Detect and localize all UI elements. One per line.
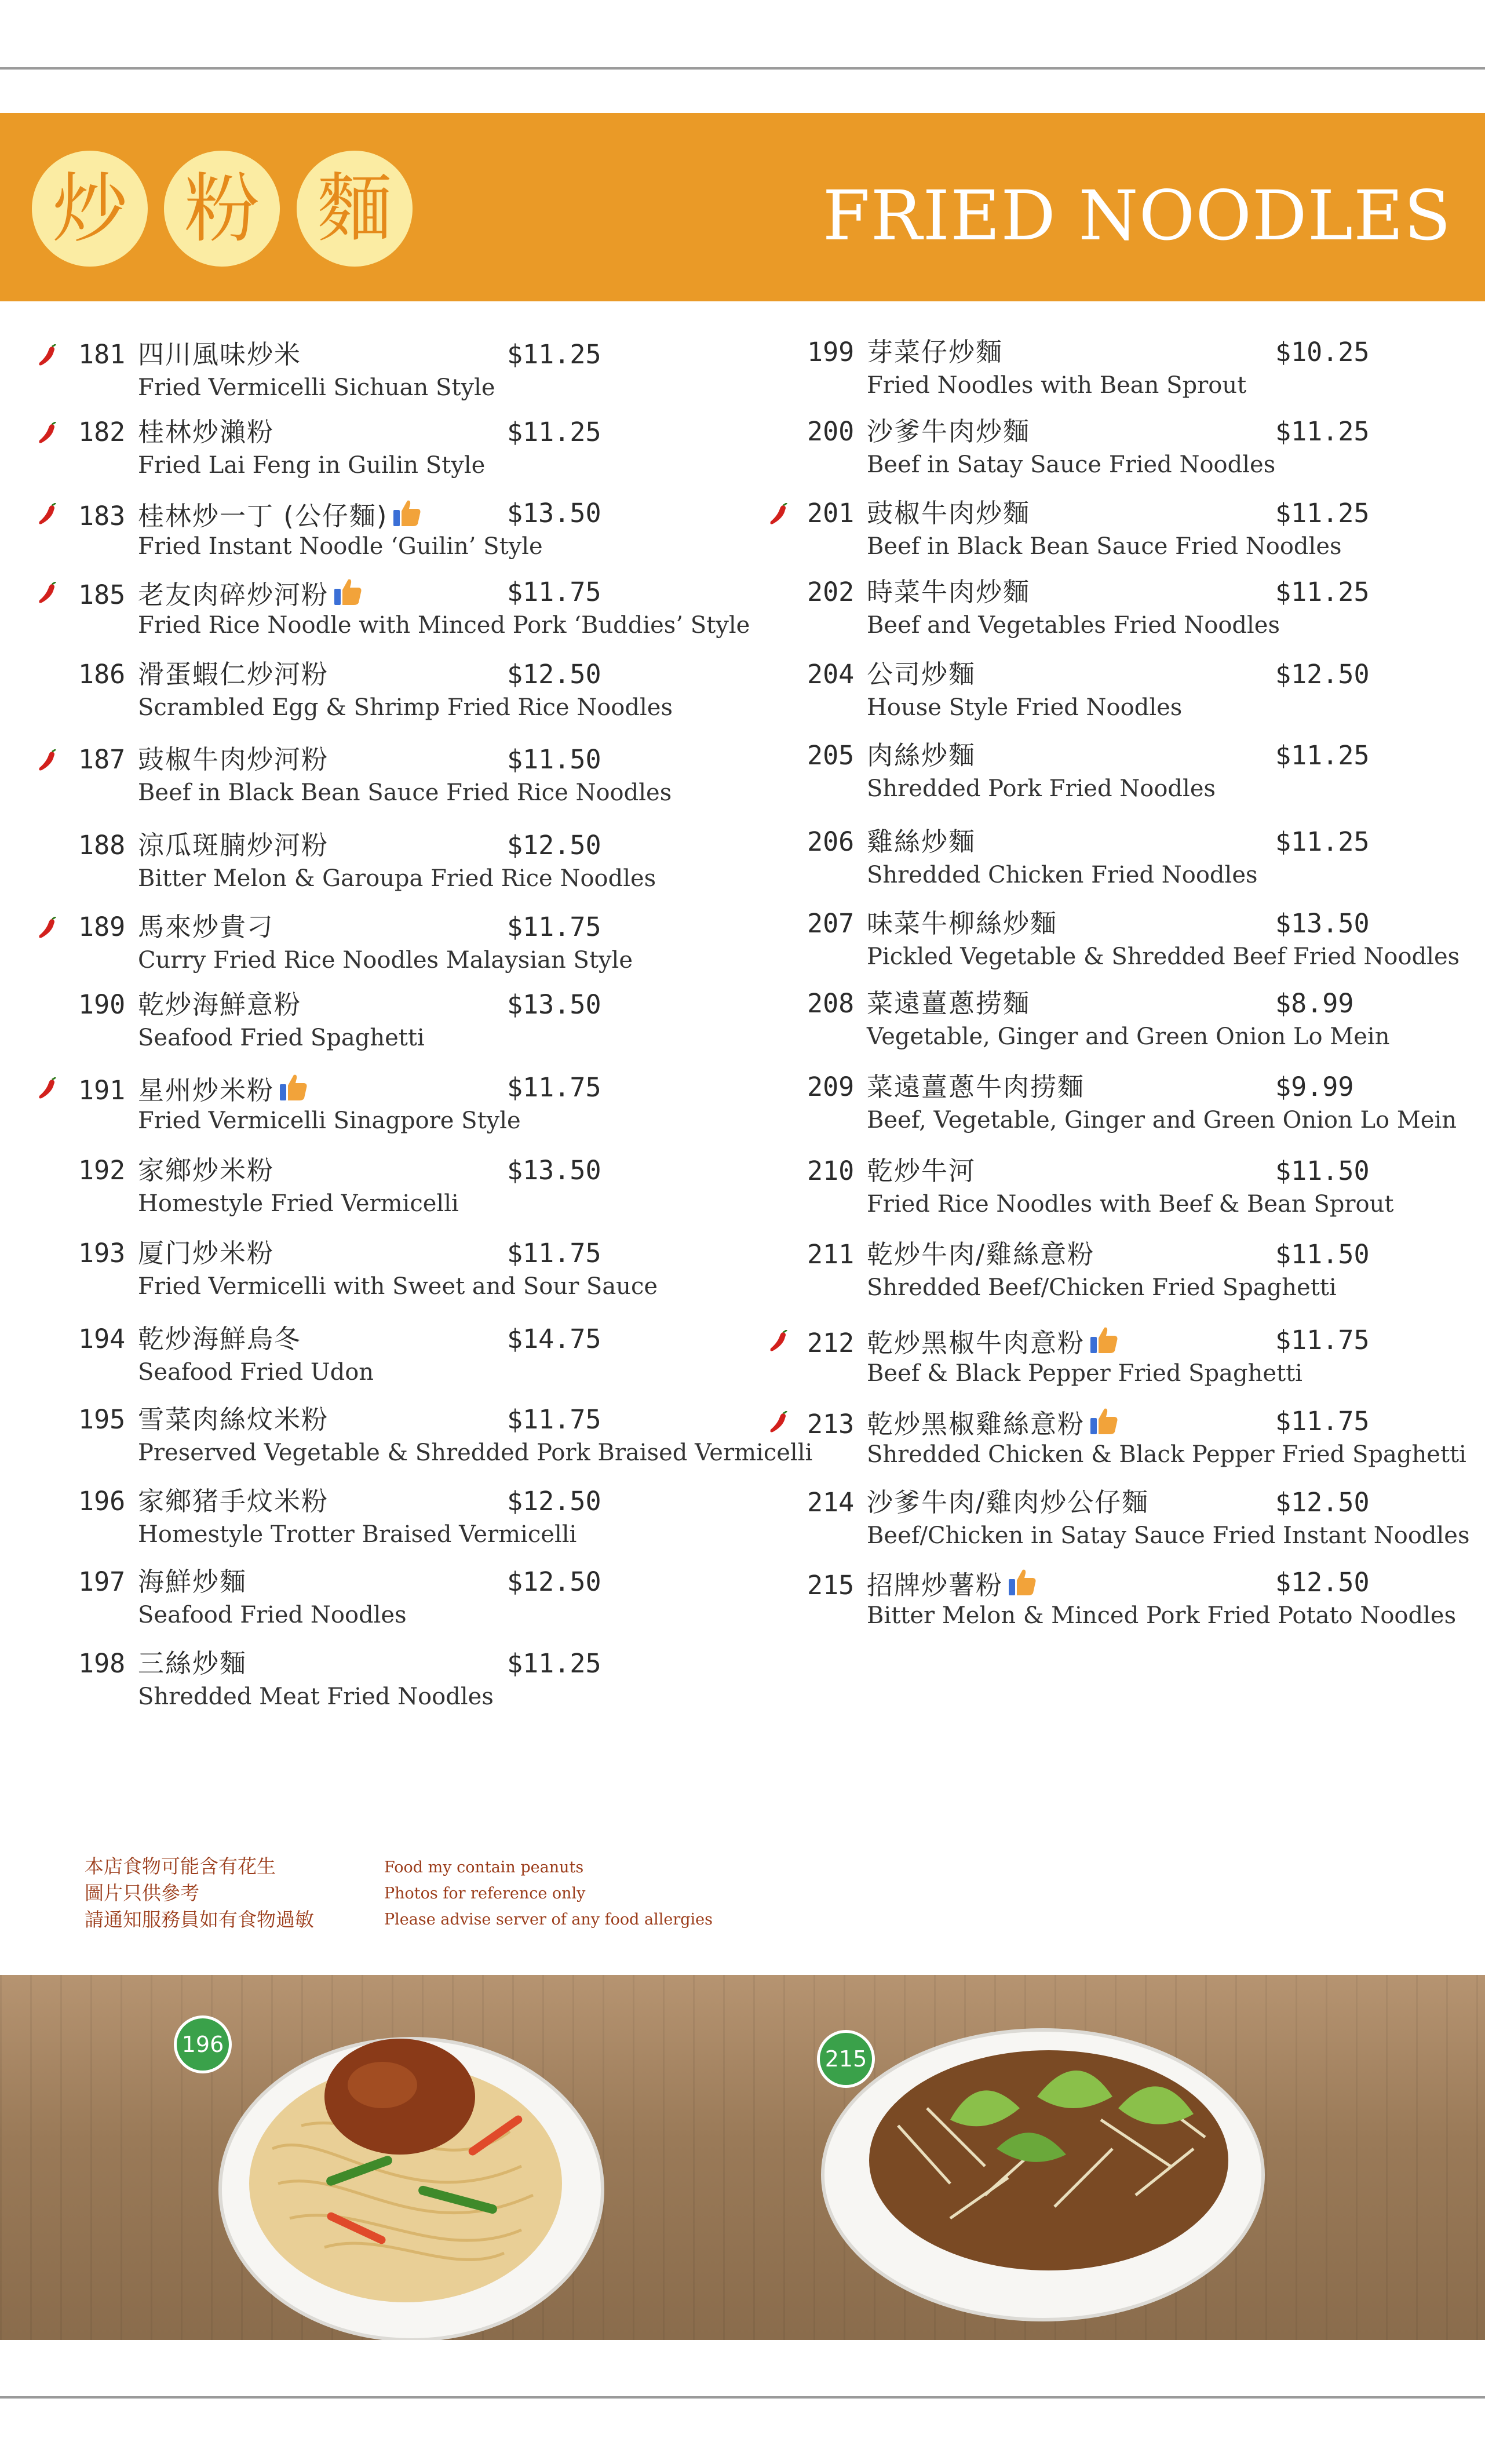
item-price: $13.50 — [507, 989, 601, 1020]
item-price: $11.75 — [507, 1238, 601, 1269]
item-english-name: Beef & Black Pepper Fried Spaghetti — [867, 1360, 1302, 1387]
notice-en-3: Please advise server of any food allergies — [384, 1911, 713, 1929]
chili-pepper-icon — [766, 503, 789, 526]
menu-item — [78, 911, 773, 981]
item-chinese-name: 乾炒牛肉/雞絲意粉 — [867, 1239, 1095, 1270]
item-chinese-name: 四川風味炒米 — [138, 339, 302, 370]
item-english-name: Homestyle Trotter Braised Vermicelli — [138, 1521, 577, 1548]
item-chinese-name: 沙爹牛肉/雞肉炒公仔麵 — [867, 1487, 1150, 1518]
notice-zh-1: 本店食物可能含有花生 — [85, 1855, 276, 1878]
menu-item — [78, 416, 773, 486]
item-chinese-name: 乾炒黑椒雞絲意粉 — [867, 1409, 1085, 1439]
item-chinese-name: 乾炒海鮮意粉 — [138, 989, 302, 1020]
item-number: 206 — [807, 826, 855, 857]
menu-item — [807, 1486, 1485, 1556]
item-english-name: House Style Fried Noodles — [867, 694, 1183, 721]
item-english-name: Beef, Vegetable, Ginger and Green Onion Lo Mein — [867, 1107, 1457, 1133]
item-english-name: Shredded Pork Fried Noodles — [867, 775, 1216, 802]
item-chinese-name: 桂林炒一丁 (公仔麵) — [138, 501, 388, 531]
item-price: $12.50 — [1275, 1487, 1370, 1518]
title-char-circle: 炒 — [32, 151, 148, 267]
item-number: 213 — [807, 1409, 855, 1439]
chili-pepper-icon — [35, 749, 58, 772]
item-price: $11.25 — [1275, 826, 1370, 857]
menu-item-line — [807, 1238, 1094, 1271]
item-number: 191 — [78, 1075, 126, 1106]
menu-item-line — [78, 1566, 247, 1598]
item-chinese-name: 沙爹牛肉炒麵 — [867, 416, 1031, 447]
item-chinese-name: 味菜牛柳絲炒麵 — [867, 908, 1058, 939]
item-chinese-name: 公司炒麵 — [867, 659, 976, 690]
menu-item — [78, 497, 773, 567]
item-price: $14.75 — [507, 1324, 601, 1354]
item-chinese-name: 雞絲炒麵 — [867, 826, 976, 857]
menu-item-line — [78, 416, 274, 449]
menu-item-line — [807, 739, 976, 772]
menu-item-line — [807, 1071, 1085, 1103]
item-price: $11.25 — [1275, 740, 1370, 771]
item-english-name: Fried Noodles with Bean Sprout — [867, 372, 1247, 399]
menu-item — [78, 743, 773, 813]
menu-item-line — [807, 1405, 1119, 1441]
item-number: 193 — [78, 1238, 126, 1269]
item-price: $12.50 — [507, 659, 601, 690]
item-price: $13.50 — [507, 1155, 601, 1186]
item-price: $11.75 — [507, 1072, 601, 1103]
item-number: 181 — [78, 339, 126, 370]
item-price: $11.50 — [1275, 1239, 1370, 1270]
menu-item-line — [78, 743, 329, 776]
menu-item — [807, 1071, 1485, 1140]
item-number: 196 — [78, 1486, 126, 1517]
item-chinese-name: 三絲炒麵 — [138, 1648, 247, 1679]
menu-item-line — [807, 987, 1030, 1020]
item-price: $11.75 — [507, 1404, 601, 1435]
menu-item-line — [807, 826, 976, 858]
menu-item-line — [807, 497, 1030, 530]
item-chinese-name: 乾炒黑椒牛肉意粉 — [867, 1328, 1085, 1358]
item-number: 211 — [807, 1239, 855, 1270]
item-english-name: Beef in Black Bean Sauce Fried Rice Noodles — [138, 779, 672, 806]
thumbs-up-icon — [332, 576, 363, 607]
menu-item — [78, 576, 773, 646]
item-english-name: Shredded Beef/Chicken Fried Spaghetti — [867, 1274, 1337, 1301]
item-chinese-name: 時菜牛肉炒麵 — [867, 577, 1031, 607]
title-char-circle: 粉 — [164, 151, 280, 267]
item-chinese-name: 豉椒牛肉炒河粉 — [138, 744, 329, 775]
item-number: 194 — [78, 1324, 126, 1354]
section-title: FRIED NOODLES — [822, 176, 1451, 256]
item-price: $11.50 — [1275, 1156, 1370, 1186]
item-price: $13.50 — [1275, 908, 1370, 939]
item-number: 183 — [78, 501, 126, 531]
item-number: 192 — [78, 1155, 126, 1186]
item-number: 198 — [78, 1648, 126, 1679]
item-english-name: Seafood Fried Udon — [138, 1359, 374, 1386]
menu-item-line — [78, 1647, 247, 1680]
menu-item — [78, 1154, 773, 1224]
notice-en-2: Photos for reference only — [384, 1885, 586, 1902]
item-english-name: Vegetable, Ginger and Green Onion Lo Mein — [867, 1023, 1390, 1050]
item-number: 185 — [78, 579, 126, 610]
chili-pepper-icon — [766, 1411, 789, 1434]
thumbs-up-icon — [1006, 1566, 1038, 1598]
menu-item — [807, 826, 1485, 895]
menu-item-line — [807, 415, 1030, 448]
menu-item — [807, 1566, 1485, 1636]
item-number: 190 — [78, 989, 126, 1020]
food-photo-band — [0, 1975, 1485, 2340]
menu-item-line — [78, 911, 274, 943]
item-price: $11.75 — [507, 577, 601, 607]
item-number: 214 — [807, 1487, 855, 1518]
menu-item — [807, 1238, 1485, 1308]
item-number: 200 — [807, 416, 855, 447]
item-english-name: Fried Rice Noodles with Beef & Bean Sprout — [867, 1191, 1394, 1218]
bottom-rule — [0, 2396, 1485, 2399]
item-number: 204 — [807, 659, 855, 690]
item-chinese-name: 家鄉猪手炆米粉 — [138, 1486, 329, 1517]
item-number: 197 — [78, 1566, 126, 1597]
menu-item-line — [78, 338, 301, 371]
menu-item — [78, 829, 773, 899]
item-english-name: Fried Vermicelli with Sweet and Sour Sauce — [138, 1273, 658, 1300]
menu-item — [78, 989, 773, 1058]
menu-item-line — [807, 576, 1030, 608]
menu-item — [807, 497, 1485, 567]
item-chinese-name: 家鄉炒米粉 — [138, 1155, 275, 1186]
chili-pepper-icon — [35, 1077, 58, 1100]
item-english-name: Preserved Vegetable & Shredded Pork Braised Vermicelli — [138, 1439, 813, 1466]
item-number: 182 — [78, 417, 126, 447]
menu-item-line — [78, 1323, 301, 1355]
item-number: 187 — [78, 744, 126, 775]
thumbs-up-icon — [391, 497, 422, 528]
item-chinese-name: 豉椒牛肉炒麵 — [867, 498, 1031, 528]
item-english-name: Fried Rice Noodle with Minced Pork ‘Buddies’ Style — [138, 612, 750, 639]
notice-en-1: Food my contain peanuts — [384, 1858, 584, 1876]
item-price: $11.75 — [1275, 1325, 1370, 1355]
item-number: 199 — [807, 337, 855, 367]
item-chinese-name: 菜遠薑蔥捞麵 — [867, 988, 1031, 1019]
item-english-name: Fried Instant Noodle ‘Guilin’ Style — [138, 533, 543, 560]
menu-item-line — [78, 829, 329, 862]
item-price: $12.50 — [507, 1566, 601, 1597]
item-number: 215 — [807, 1570, 855, 1601]
menu-item-line — [807, 336, 1003, 369]
dish-photo-196 — [220, 2039, 603, 2340]
item-english-name: Pickled Vegetable & Shredded Beef Fried Noodles — [867, 943, 1460, 970]
menu-item — [807, 907, 1485, 977]
menu-item — [807, 739, 1485, 809]
item-number: 210 — [807, 1156, 855, 1186]
item-chinese-name: 乾炒海鮮烏冬 — [138, 1324, 302, 1354]
menu-item-line — [807, 1324, 1119, 1359]
menu-item — [78, 1566, 773, 1635]
chili-pepper-icon — [35, 503, 58, 526]
item-english-name: Beef and Vegetables Fried Noodles — [867, 612, 1280, 639]
item-english-name: Bitter Melon & Garoupa Fried Rice Noodles — [138, 865, 656, 892]
item-chinese-name: 乾炒牛河 — [867, 1156, 976, 1186]
photo-badge-215: 215 — [817, 2030, 875, 2088]
item-english-name: Bitter Melon & Minced Pork Fried Potato Noodles — [867, 1602, 1457, 1629]
item-number: 208 — [807, 988, 855, 1019]
section-header — [0, 113, 1485, 301]
menu-item-line — [78, 989, 301, 1021]
item-price: $11.25 — [507, 339, 601, 370]
item-chinese-name: 馬來炒貴刁 — [138, 912, 275, 942]
item-chinese-name: 滑蛋蝦仁炒河粉 — [138, 659, 329, 690]
menu-item-line — [78, 1237, 274, 1270]
menu-item — [807, 576, 1485, 646]
notice-zh-3: 請通知服務員如有食物過敏 — [85, 1908, 314, 1931]
item-price: $10.25 — [1275, 337, 1370, 367]
menu-item — [78, 1323, 773, 1393]
menu-item-line — [807, 1155, 976, 1187]
item-price: $12.50 — [507, 830, 601, 861]
title-char-circle: 麵 — [297, 151, 413, 267]
item-english-name: Seafood Fried Spaghetti — [138, 1025, 425, 1051]
chili-pepper-icon — [35, 344, 58, 367]
chili-pepper-icon — [35, 422, 58, 445]
menu-item — [78, 1071, 773, 1141]
menu-item — [78, 1647, 773, 1717]
menu-item-line — [78, 1154, 274, 1187]
item-price: $8.99 — [1275, 988, 1354, 1019]
thumbs-up-icon — [1088, 1324, 1119, 1355]
item-price: $11.25 — [1275, 416, 1370, 447]
item-number: 188 — [78, 830, 126, 861]
menu-item-line — [78, 1404, 329, 1436]
item-chinese-name: 招牌炒薯粉 — [867, 1570, 1004, 1601]
item-english-name: Seafood Fried Noodles — [138, 1602, 407, 1628]
item-chinese-name: 星州炒米粉 — [138, 1075, 275, 1106]
menu-item — [78, 1404, 813, 1473]
item-number: 209 — [807, 1071, 855, 1102]
item-price: $11.25 — [507, 1648, 601, 1679]
menu-item-line — [78, 1485, 329, 1518]
thumbs-up-icon — [278, 1071, 309, 1103]
menu-item-line — [807, 1566, 1038, 1602]
item-english-name: Beef in Black Bean Sauce Fried Noodles — [867, 533, 1342, 560]
item-chinese-name: 桂林炒瀨粉 — [138, 417, 275, 447]
menu-item — [807, 1155, 1485, 1224]
menu-item — [78, 338, 773, 408]
item-chinese-name: 老友肉碎炒河粉 — [138, 579, 329, 610]
item-english-name: Curry Fried Rice Noodles Malaysian Style — [138, 947, 633, 974]
chili-pepper-icon — [766, 1330, 789, 1353]
item-number: 186 — [78, 659, 126, 690]
chili-pepper-icon — [35, 582, 58, 605]
item-number: 195 — [78, 1404, 126, 1435]
menu-item — [78, 1485, 773, 1555]
thumbs-up-icon — [1088, 1405, 1119, 1437]
item-price: $13.50 — [507, 498, 601, 528]
item-number: 189 — [78, 912, 126, 942]
item-price: $12.50 — [1275, 1567, 1370, 1598]
item-english-name: Fried Lai Feng in Guilin Style — [138, 452, 486, 479]
menu-item-line — [78, 1071, 309, 1107]
item-price: $11.25 — [1275, 498, 1370, 528]
menu-item-line — [78, 658, 329, 691]
item-english-name: Shredded Chicken & Black Pepper Fried Spaghetti — [867, 1441, 1466, 1468]
item-english-name: Homestyle Fried Vermicelli — [138, 1190, 459, 1217]
item-chinese-name: 海鮮炒麵 — [138, 1566, 247, 1597]
item-chinese-name: 芽菜仔炒麵 — [867, 337, 1004, 367]
item-chinese-name: 涼瓜斑腩炒河粉 — [138, 830, 329, 861]
item-english-name: Shredded Chicken Fried Noodles — [867, 862, 1258, 888]
item-price: $11.50 — [507, 744, 601, 775]
menu-item — [807, 1324, 1485, 1394]
item-english-name: Beef/Chicken in Satay Sauce Fried Instant Noodles — [867, 1522, 1470, 1549]
item-price: $11.75 — [507, 912, 601, 942]
item-english-name: Shredded Meat Fried Noodles — [138, 1683, 494, 1710]
item-chinese-name: 雪菜肉絲炆米粉 — [138, 1404, 329, 1435]
chili-pepper-icon — [35, 917, 58, 940]
item-number: 201 — [807, 498, 855, 528]
item-number: 212 — [807, 1328, 855, 1358]
item-price: $11.75 — [1275, 1406, 1370, 1437]
item-chinese-name: 肉絲炒麵 — [867, 740, 976, 771]
dish-photo-215 — [823, 2030, 1263, 2320]
item-price: $9.99 — [1275, 1071, 1354, 1102]
item-price: $12.50 — [507, 1486, 601, 1517]
menu-item — [807, 987, 1485, 1057]
menu-item — [807, 336, 1485, 406]
menu-item — [807, 415, 1485, 485]
item-number: 205 — [807, 740, 855, 771]
menu-item — [807, 658, 1485, 728]
item-price: $11.25 — [507, 417, 601, 447]
item-price: $11.25 — [1275, 577, 1370, 607]
menu-item-line — [807, 658, 976, 691]
menu-item — [78, 1237, 773, 1307]
item-english-name: Fried Vermicelli Sinagpore Style — [138, 1107, 521, 1134]
item-number: 202 — [807, 577, 855, 607]
menu-item-line — [807, 907, 1057, 940]
menu-item — [807, 1405, 1485, 1475]
menu-item-line — [78, 576, 363, 611]
item-price: $12.50 — [1275, 659, 1370, 690]
notice-zh-2: 圖片只供參考 — [85, 1882, 199, 1904]
menu-item-line — [78, 497, 422, 533]
photo-badge-196: 196 — [174, 2015, 232, 2073]
item-english-name: Fried Vermicelli Sichuan Style — [138, 374, 495, 401]
item-chinese-name: 菜遠薑蔥牛肉捞麵 — [867, 1071, 1085, 1102]
item-english-name: Scrambled Egg & Shrimp Fried Rice Noodles — [138, 694, 673, 721]
menu-item-line — [807, 1486, 1149, 1519]
item-number: 207 — [807, 908, 855, 939]
item-chinese-name: 厦门炒米粉 — [138, 1238, 275, 1269]
top-rule — [0, 67, 1485, 70]
menu-item — [78, 658, 773, 728]
item-english-name: Beef in Satay Sauce Fried Noodles — [867, 451, 1276, 478]
